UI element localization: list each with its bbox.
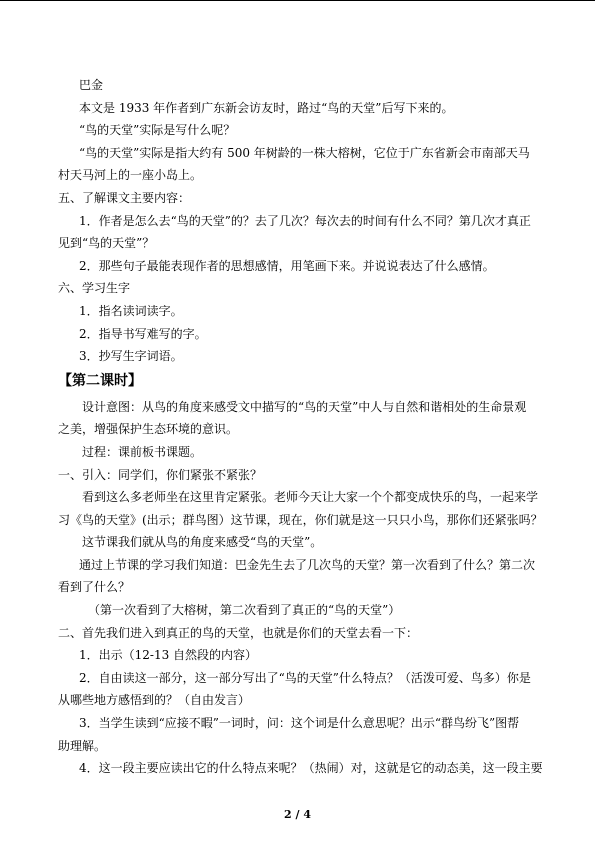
page-number: 2 / 4 <box>284 808 311 821</box>
text-line: 从哪些地方感悟到的？（自由发言） <box>58 693 251 708</box>
text-line: 2．指导书写难写的字。 <box>79 326 207 341</box>
text-line: 1．指名读词读字。 <box>79 303 183 318</box>
text-line: 1．作者是怎么去“鸟的天堂”的？去了几次？每次去的时间有什么不同？第几次才真正 <box>79 213 531 228</box>
text-line: 这节课我们就从鸟的角度来感受“鸟的天堂”。 <box>82 535 323 550</box>
lesson-part-1 <box>58 74 536 368</box>
text-line: “鸟的天堂”实际是指大约有 500 年树龄的一株大榕树，它位于广东省新会市南部天马 <box>79 145 530 160</box>
text-line: 巴金 <box>79 78 104 92</box>
text-line: 五、了解课文主要内容： <box>58 190 191 205</box>
text-line: （第一次看到了大榕树，第二次看到了真正的“鸟的天堂”） <box>88 603 401 618</box>
text-line: 六、学习生字 <box>58 281 131 296</box>
text-line: 之美，增强保护生态环境的意识。 <box>58 422 239 437</box>
text-line: 习《鸟的天堂》(出示；群鸟图）这节课，现在，你们就是这一只只小鸟，那你们还紧张吗？ <box>58 512 543 527</box>
text-line: 一、引入：同学们，你们紧张不紧张？ <box>58 467 263 482</box>
text-line: 助理解。 <box>58 738 107 753</box>
text-line: 2．那些句子最能表现作者的思想感情，用笔画下来。并说说表达了什么感情。 <box>79 258 495 273</box>
lesson-part-2 <box>58 396 543 780</box>
text-line: 3．抄写生字词语。 <box>79 349 183 364</box>
text-line: 4．这一段主要应读出它的什么特点来呢？（热闹）对，这就是它的动态美，这一段主要 <box>79 761 543 776</box>
text-line: 3．当学生读到“应接不暇”一词时，问：这个词是什么意思呢？出示“群鸟纷飞”图帮 <box>79 716 520 731</box>
text-line: “鸟的天堂”实际是写什么呢？ <box>79 123 236 138</box>
document-page <box>58 74 543 780</box>
text-line: 2．自由读这一部分，这一部分写出了“鸟的天堂”什么特点？（活泼可爱、鸟多）你是 <box>79 670 531 685</box>
text-line: 看到了什么？ <box>58 580 131 595</box>
text-line: 二、首先我们进入到真正的鸟的天堂，也就是你们的天堂去看一下： <box>58 625 419 640</box>
section-heading: 【第二课时】 <box>58 372 142 389</box>
text-line: 过程：课前板书课题。 <box>82 444 203 459</box>
text-line: 本文是 1933 年作者到广东新会访友时，路过“鸟的天堂”后写下来的。 <box>79 100 454 115</box>
text-line: 看到这么多老师坐在这里肯定紧张。老师今天让大家一个个都变成快乐的鸟，一起来学 <box>82 490 539 505</box>
text-line: 设计意图：从鸟的角度来感受文中描写的“鸟的天堂”中人与自然和谐相处的生命景观 <box>82 399 527 414</box>
top-border-line <box>0 0 595 1</box>
text-line: 见到“鸟的天堂”？ <box>58 236 155 251</box>
text-line: 通过上节课的学习我们知道：巴金先生去了几次鸟的天堂？第一次看到了什么？第二次 <box>79 557 536 572</box>
text-line: 1．出示（12-13 自然段的内容） <box>79 648 258 663</box>
text-line: 村天马河上的一座小岛上。 <box>58 168 203 183</box>
